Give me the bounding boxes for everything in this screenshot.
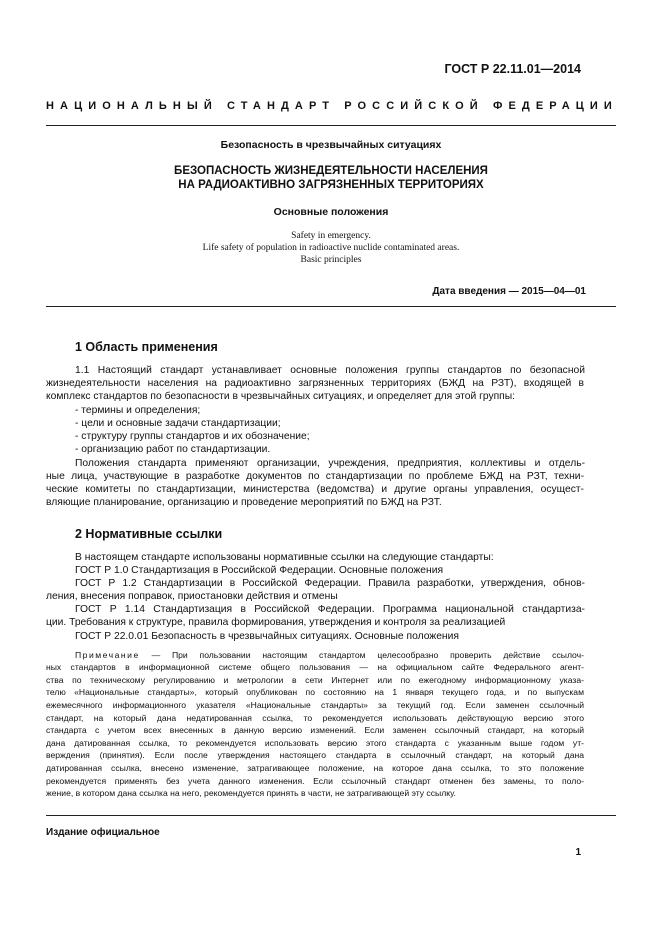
note-text: — При пользовании настоящим стандартом целесообразно проверить действие ссылоч- (139, 650, 584, 660)
standard-code: ГОСТ Р 22.11.01—2014 (444, 62, 581, 76)
list-item: - организацию работ по стандартизации. (75, 444, 271, 455)
note-line: ных стандартов в информационной системе общего пользования — на официальном сайте Федерального агент- (46, 662, 584, 672)
normative-reference: ления, внесения поправок, приостановки действия и отмены (46, 591, 338, 602)
normative-reference: ГОСТ Р 22.0.01 Безопасность в чрезвычайных ситуациях. Основные положения (75, 631, 459, 642)
section-1-paragraph-line: ческие комитеты по стандартизации, министерства (ведомства) и другие органы управления, осущест- (46, 484, 584, 495)
section-1-paragraph-line: жизнедеятельности населения на радиоактивно загрязненных территориях (БЖД на РЗТ), входящей в (46, 378, 584, 389)
footer-divider (46, 815, 616, 816)
official-edition-label: Издание официальное (46, 827, 160, 838)
english-title-line-2: Life safety of population in radioactive nuclide contaminated areas. (202, 243, 460, 253)
note-line: датированная ссылка, внесено изменение, затрагивающее положение, на которое дана ссылка, то это положение (46, 763, 584, 773)
note-line: жение, в котором дана ссылка на него, рекомендуется принять в части, не затрагивающей эту ссылку. (46, 788, 456, 798)
main-title-line-1: БЕЗОПАСНОСТЬ ЖИЗНЕДЕЯТЕЛЬНОСТИ НАСЕЛЕНИЯ (174, 165, 488, 177)
national-standard-banner: НАЦИОНАЛЬНЫЙ СТАНДАРТ РОССИЙСКОЙ ФЕДЕРАЦИИ (46, 100, 618, 112)
normative-reference: ции. Требования к структуре, правила формирования, утверждения и контроля за реализацией (46, 617, 506, 628)
note-line: телю «Национальные стандарты», который опубликован по состоянию на 1 января текущего года, и по выпускам (46, 687, 584, 697)
note-line: ежемесячного информационного указателя «Национальные стандарты» за текущий год. Если заменен ссылочный (46, 700, 584, 710)
subtitle: Основные положения (273, 206, 389, 218)
normative-reference: ГОСТ Р 1.2 Стандартизации в Российской Федерации. Правила разработки, утверждения, обнов- (75, 578, 585, 589)
section-1-paragraph-line: Положения стандарта применяют организации, учреждения, предприятия, коллективы и отдель- (75, 458, 585, 469)
section-1-heading: 1 Область применения (75, 340, 218, 354)
section-1-paragraph-line: вляющие планирование, организацию и проведение мероприятий по БЖД на РЗТ. (46, 497, 442, 508)
note-label: Примечание (75, 650, 140, 660)
section-1-paragraph-line: комплекс стандартов по безопасности в чрезвычайных ситуациях, и определяет для этой группы: (46, 391, 516, 402)
introduction-date: Дата введения — 2015—04—01 (432, 286, 586, 297)
normative-reference: ГОСТ Р 1.14 Стандартизация в Российской Федерации. Программа национальной стандартиза- (75, 604, 585, 615)
note-line: верждения (принятия). Если после утверждения настоящего стандарта в ссылочный стандарт, на который дана (46, 750, 584, 760)
note-line: ства по техническому регулированию и метрологии в сети Интернет или по ежегодному информационному указа- (46, 675, 584, 685)
note-first-line (75, 649, 584, 662)
section-2-heading: 2 Нормативные ссылки (75, 527, 223, 541)
section-2-intro: В настоящем стандарте использованы нормативные ссылки на следующие стандарты: (75, 552, 494, 563)
section-1-paragraph-line: ные лица, участвующие в разработке документов по стандартизации по проблеме БЖД на РЗТ, техни- (46, 471, 584, 482)
normative-reference: ГОСТ Р 1.0 Стандартизация в Российской Федерации. Основные положения (75, 565, 444, 576)
english-title-line-3: Basic principles (300, 255, 362, 265)
note-line: стандарт, на который дана недатированная ссылка, то рекомендуется использовать действующую версию этого (46, 713, 584, 723)
list-item: - цели и основные задачи стандартизации; (75, 418, 281, 429)
note-line: дана датированная ссылка, то рекомендуется использовать версию этого стандарта с указанным выше годом ут- (46, 738, 584, 748)
list-item: - термины и определения; (75, 405, 201, 416)
note-line: рекомендуется применять без учета данного изменения. Если ссылочный стандарт отменен без замены, то поло- (46, 776, 584, 786)
main-title-line-2: НА РАДИОАКТИВНО ЗАГРЯЗНЕННЫХ ТЕРРИТОРИЯХ (178, 179, 484, 191)
list-item: - структуру группы стандартов и их обозначение; (75, 431, 310, 442)
date-divider (46, 306, 616, 307)
series-title: Безопасность в чрезвычайных ситуациях (220, 139, 442, 151)
page-number: 1 (575, 847, 581, 858)
english-title-line-1: Safety in emergency. (291, 231, 371, 241)
note-line: стандарта с учетом всех внесенных в данную версию изменений. Если заменен ссылочный стандарт, на который (46, 725, 584, 735)
top-divider (46, 125, 616, 126)
section-1-paragraph-line: 1.1 Настоящий стандарт устанавливает основные положения группы стандартов по безопасной (75, 365, 585, 376)
